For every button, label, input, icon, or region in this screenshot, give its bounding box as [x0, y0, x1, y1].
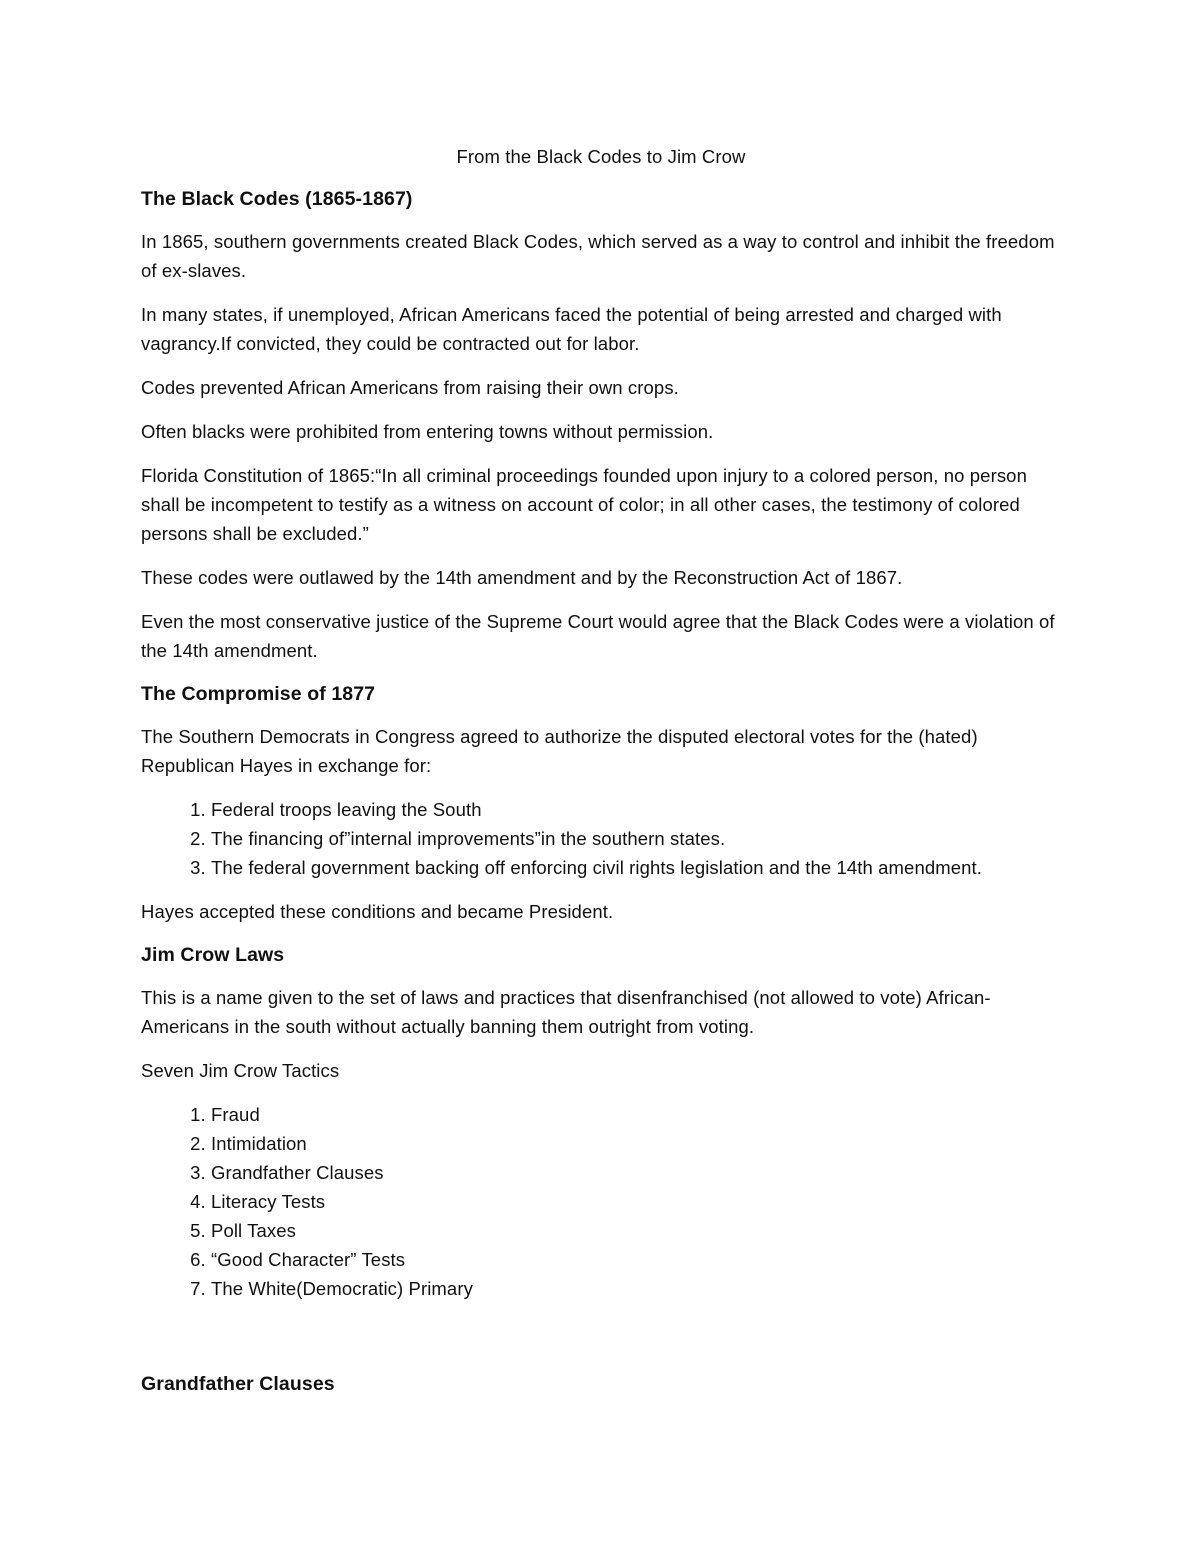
- paragraph: In 1865, southern governments created Black Codes, which served as a way to control and inhibit the freedom of ex-slaves.: [141, 231, 1055, 281]
- paragraph: Often blacks were prohibited from entering towns without permission.: [141, 421, 714, 442]
- document-title: From the Black Codes to Jim Crow: [456, 146, 746, 167]
- list-item: 6. “Good Character” Tests: [211, 1245, 1061, 1274]
- tactics-list: [141, 1100, 1061, 1303]
- paragraph: The Southern Democrats in Congress agreed to authorize the disputed electoral votes for the (hated) Republican Hayes in exchange for:: [141, 726, 978, 776]
- tactics-label: Seven Jim Crow Tactics: [141, 1060, 340, 1081]
- list-item: 4. Literacy Tests: [211, 1187, 1061, 1216]
- paragraph: These codes were outlawed by the 14th amendment and by the Reconstruction Act of 1867.: [141, 567, 903, 588]
- heading-compromise: The Compromise of 1877: [141, 683, 376, 705]
- list-item: 3. Grandfather Clauses: [211, 1158, 1061, 1187]
- paragraph: Codes prevented African Americans from raising their own crops.: [141, 377, 679, 398]
- paragraph: In many states, if unemployed, African Americans faced the potential of being arrested and charged with vagrancy.If convicted, they could be contracted out for labor.: [141, 304, 1002, 354]
- blank-space: [141, 1318, 1061, 1370]
- list-item: 1. Fraud: [211, 1100, 1061, 1129]
- list-item: 3. The federal government backing off enforcing civil rights legislation and the 14th amendment.: [211, 853, 1061, 882]
- heading-jim-crow: Jim Crow Laws: [141, 944, 285, 966]
- heading-grandfather-clauses: Grandfather Clauses: [141, 1373, 335, 1395]
- document-body: [141, 142, 1061, 1412]
- list-item: 7. The White(Democratic) Primary: [211, 1274, 1061, 1303]
- paragraph: This is a name given to the set of laws and practices that disenfranchised (not allowed to vote) African-Americans in the south without actually banning them outright from voting.: [141, 987, 991, 1037]
- paragraph-florida-quote: Florida Constitution of 1865:“In all criminal proceedings founded upon injury to a colored person, no person shall be incompetent to testify as a witness on account of color; in all other cases, the testimony of colored persons shall be excluded.”: [141, 465, 1027, 544]
- list-item: 2. Intimidation: [211, 1129, 1061, 1158]
- list-item: 5. Poll Taxes: [211, 1216, 1061, 1245]
- heading-black-codes: The Black Codes (1865-1867): [141, 188, 413, 210]
- paragraph: Hayes accepted these conditions and became President.: [141, 901, 614, 922]
- list-item: 1. Federal troops leaving the South: [211, 795, 1061, 824]
- list-item: 2. The financing of”internal improvements”in the southern states.: [211, 824, 1061, 853]
- compromise-list: [141, 795, 1061, 882]
- paragraph: Even the most conservative justice of the Supreme Court would agree that the Black Codes were a violation of the 14th amendment.: [141, 611, 1055, 661]
